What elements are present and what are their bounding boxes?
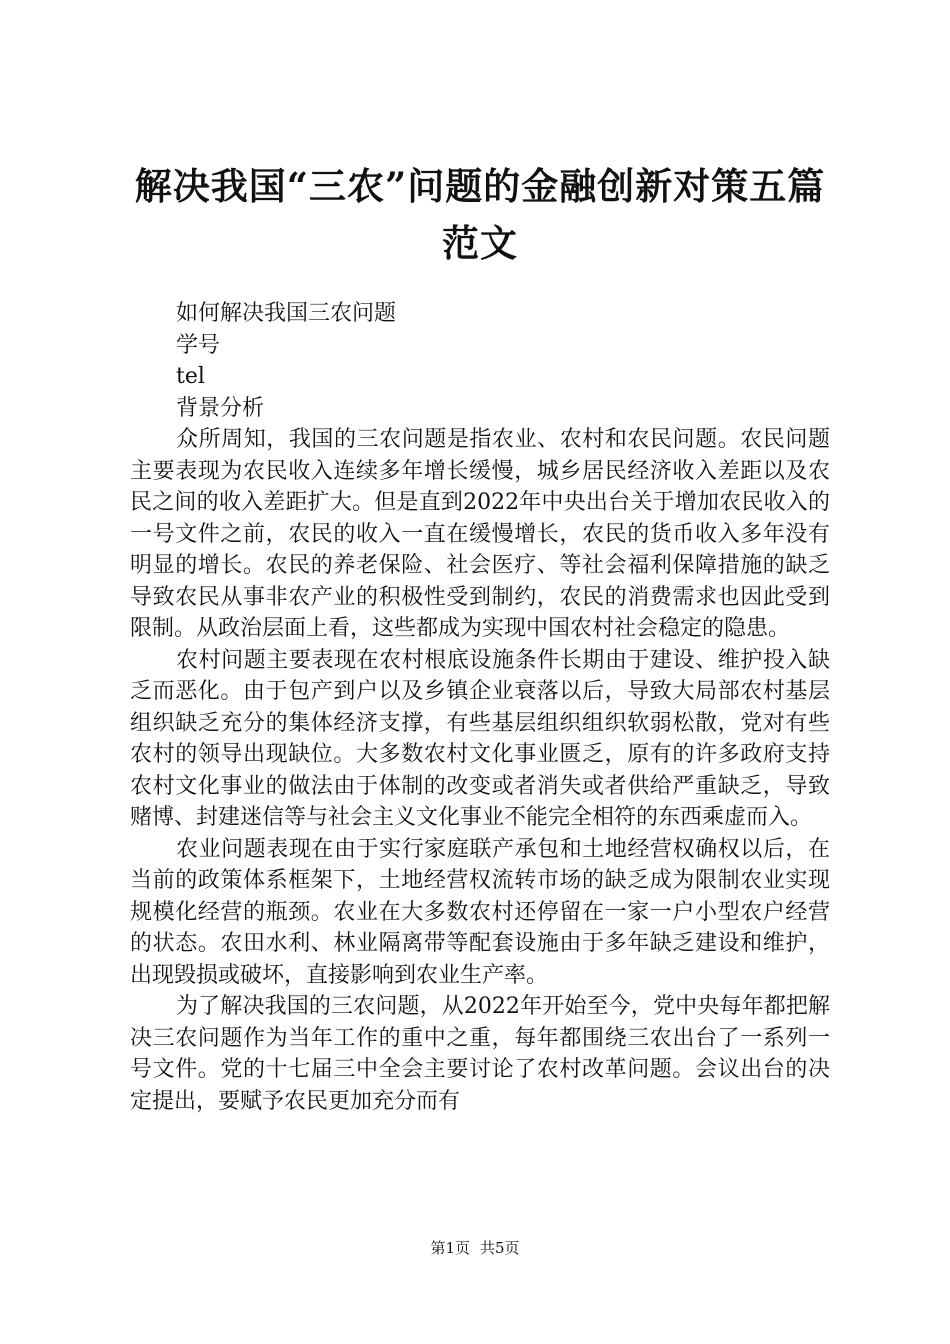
document-title: 解决我国“三农”问题的金融创新对策五篇范文 — [134, 164, 826, 265]
paragraph: 农业问题表现在由于实行家庭联产承包和土地经营权确权以后，在当前的政策体系框架下，土地经营权流转市场的缺乏成为限制农业实现规模化经营的瓶颈。农业在大多数农村还停留在一家一户小型农户经营的状态。农田水利、林业隔离带等配套设施由于多年缺乏建设和维护，出现毁损或破坏，直接影响到农业生产率。 — [130, 836, 830, 988]
paragraph: 农村问题主要表现在农村根底设施条件长期由于建设、维护投入缺乏而恶化。由于包产到户以及乡镇企业衰落以后，导致大局部农村基层组织缺乏充分的集体经济支撑，有些基层组织组织软弱松散，党对有些农村的领导出现缺位。大多数农村文化事业匮乏，原有的许多政府支持农村文化事业的做法由于体制的改变或者消失或者供给严重缺乏，导致赌博、封建迷信等与社会主义文化事业不能完全相符的东西乘虚而入。 — [130, 647, 830, 830]
heading-line: 如何解决我国三农问题 — [176, 301, 397, 326]
page-number: 第1页 — [430, 1239, 470, 1257]
tel-line: tel — [176, 364, 205, 389]
page-total: 共5页 — [480, 1239, 520, 1257]
paragraph: 众所周知，我国的三农问题是指农业、农村和农民问题。农民问题主要表现为农民收入连续多年增长缓慢，城乡居民经济收入差距以及农民之间的收入差距扩大。但是直到2022年中央出台关于增加农民收入的一号文件之前，农民的收入一直在缓慢增长，农民的货币收入多年没有明显的增长。农民的养老保险、社会医疗、等社会福利保障措施的缺乏导致农民从事非农产业的积极性受到制约，农民的消费需求也因此受到限制。从政治层面上看，这些都成为实现中国农村社会稳定的隐患。 — [130, 427, 830, 641]
page-footer — [0, 1238, 950, 1258]
section-heading: 背景分析 — [176, 395, 265, 421]
student-id-line: 学号 — [176, 332, 221, 358]
paragraph: 为了解决我国的三农问题，从2022年开始至今，党中央每年都把解决三农问题作为当年工作的重中之重，每年都围绕三农出台了一系列一号文件。党的十七届三中全会主要讨论了农村改革问题。会议出台的决定提出，要赋予农民更加充分而有 — [130, 994, 830, 1114]
document-body — [130, 298, 830, 1117]
